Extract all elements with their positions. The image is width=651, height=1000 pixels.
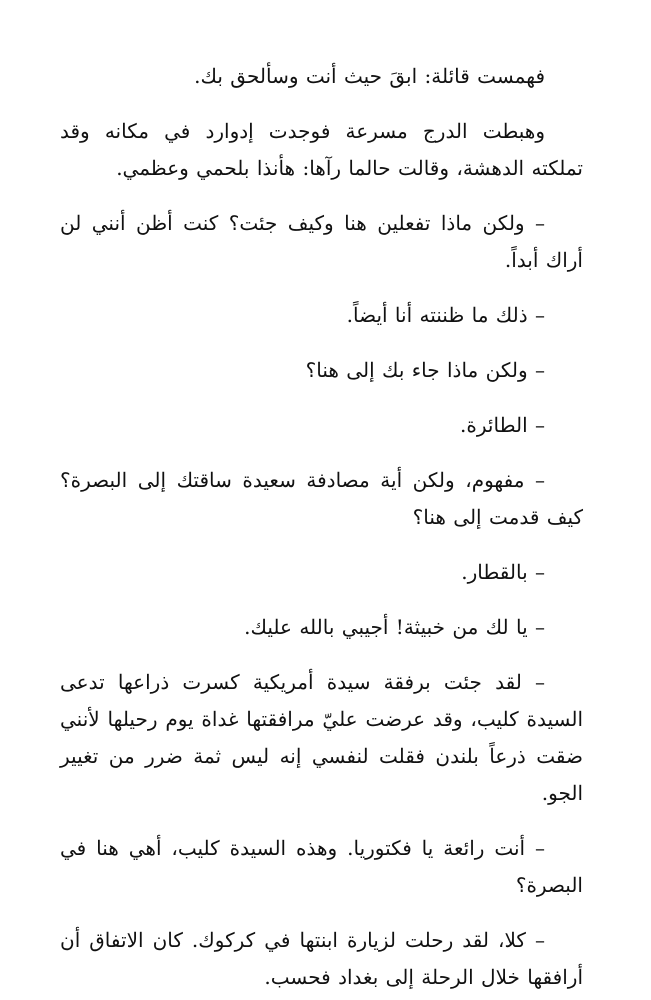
- dialogue-line: – أنت رائعة يا فكتوريا. وهذه السيدة كليب، أهي هنا في البصرة؟: [60, 836, 583, 897]
- dialogue-line: – بالقطار.: [461, 560, 545, 584]
- dialogue-line: – مفهوم، ولكن أية مصادفة سعيدة ساقتك إلى البصرة؟ كيف قدمت إلى هنا؟: [60, 468, 583, 529]
- dialogue-line: – ولكن ماذا تفعلين هنا وكيف جئت؟ كنت أظن أنني لن أراك أبداً.: [60, 211, 583, 272]
- dialogue-line: – ولكن ماذا جاء بك إلى هنا؟: [305, 358, 545, 382]
- dialogue-line: – كلا، لقد رحلت لزيارة ابنتها في كركوك. كان الاتفاق أن أرافقها خلال الرحلة إلى بغداد فحسب.: [60, 928, 583, 989]
- dialogue-line: – ذلك ما ظننته أنا أيضاً.: [346, 303, 545, 327]
- dialogue-line: – يا لك من خبيثة! أجيبي بالله عليك.: [244, 615, 545, 639]
- dialogue-line: – الطائرة.: [460, 413, 545, 437]
- dialogue-line: – لقد جئت برفقة سيدة أمريكية كسرت ذراعها تدعى السيدة كليب، وقد عرضت عليّ مرافقتها غداة يوم رحيلها لأنني ضقت ذرعاً بلندن فقلت لنفسي إنه ليس ثمة ضرر من تغيير الجو.: [60, 670, 583, 805]
- paragraph: فهمست قائلة: ابقَ حيث أنت وسألحق بك.: [194, 64, 545, 88]
- paragraph: وهبطت الدرج مسرعة فوجدت إدوارد في مكانه وقد تملكته الدهشة، وقالت حالما رآها: هأنذا بلحمي وعظمي.: [60, 119, 583, 180]
